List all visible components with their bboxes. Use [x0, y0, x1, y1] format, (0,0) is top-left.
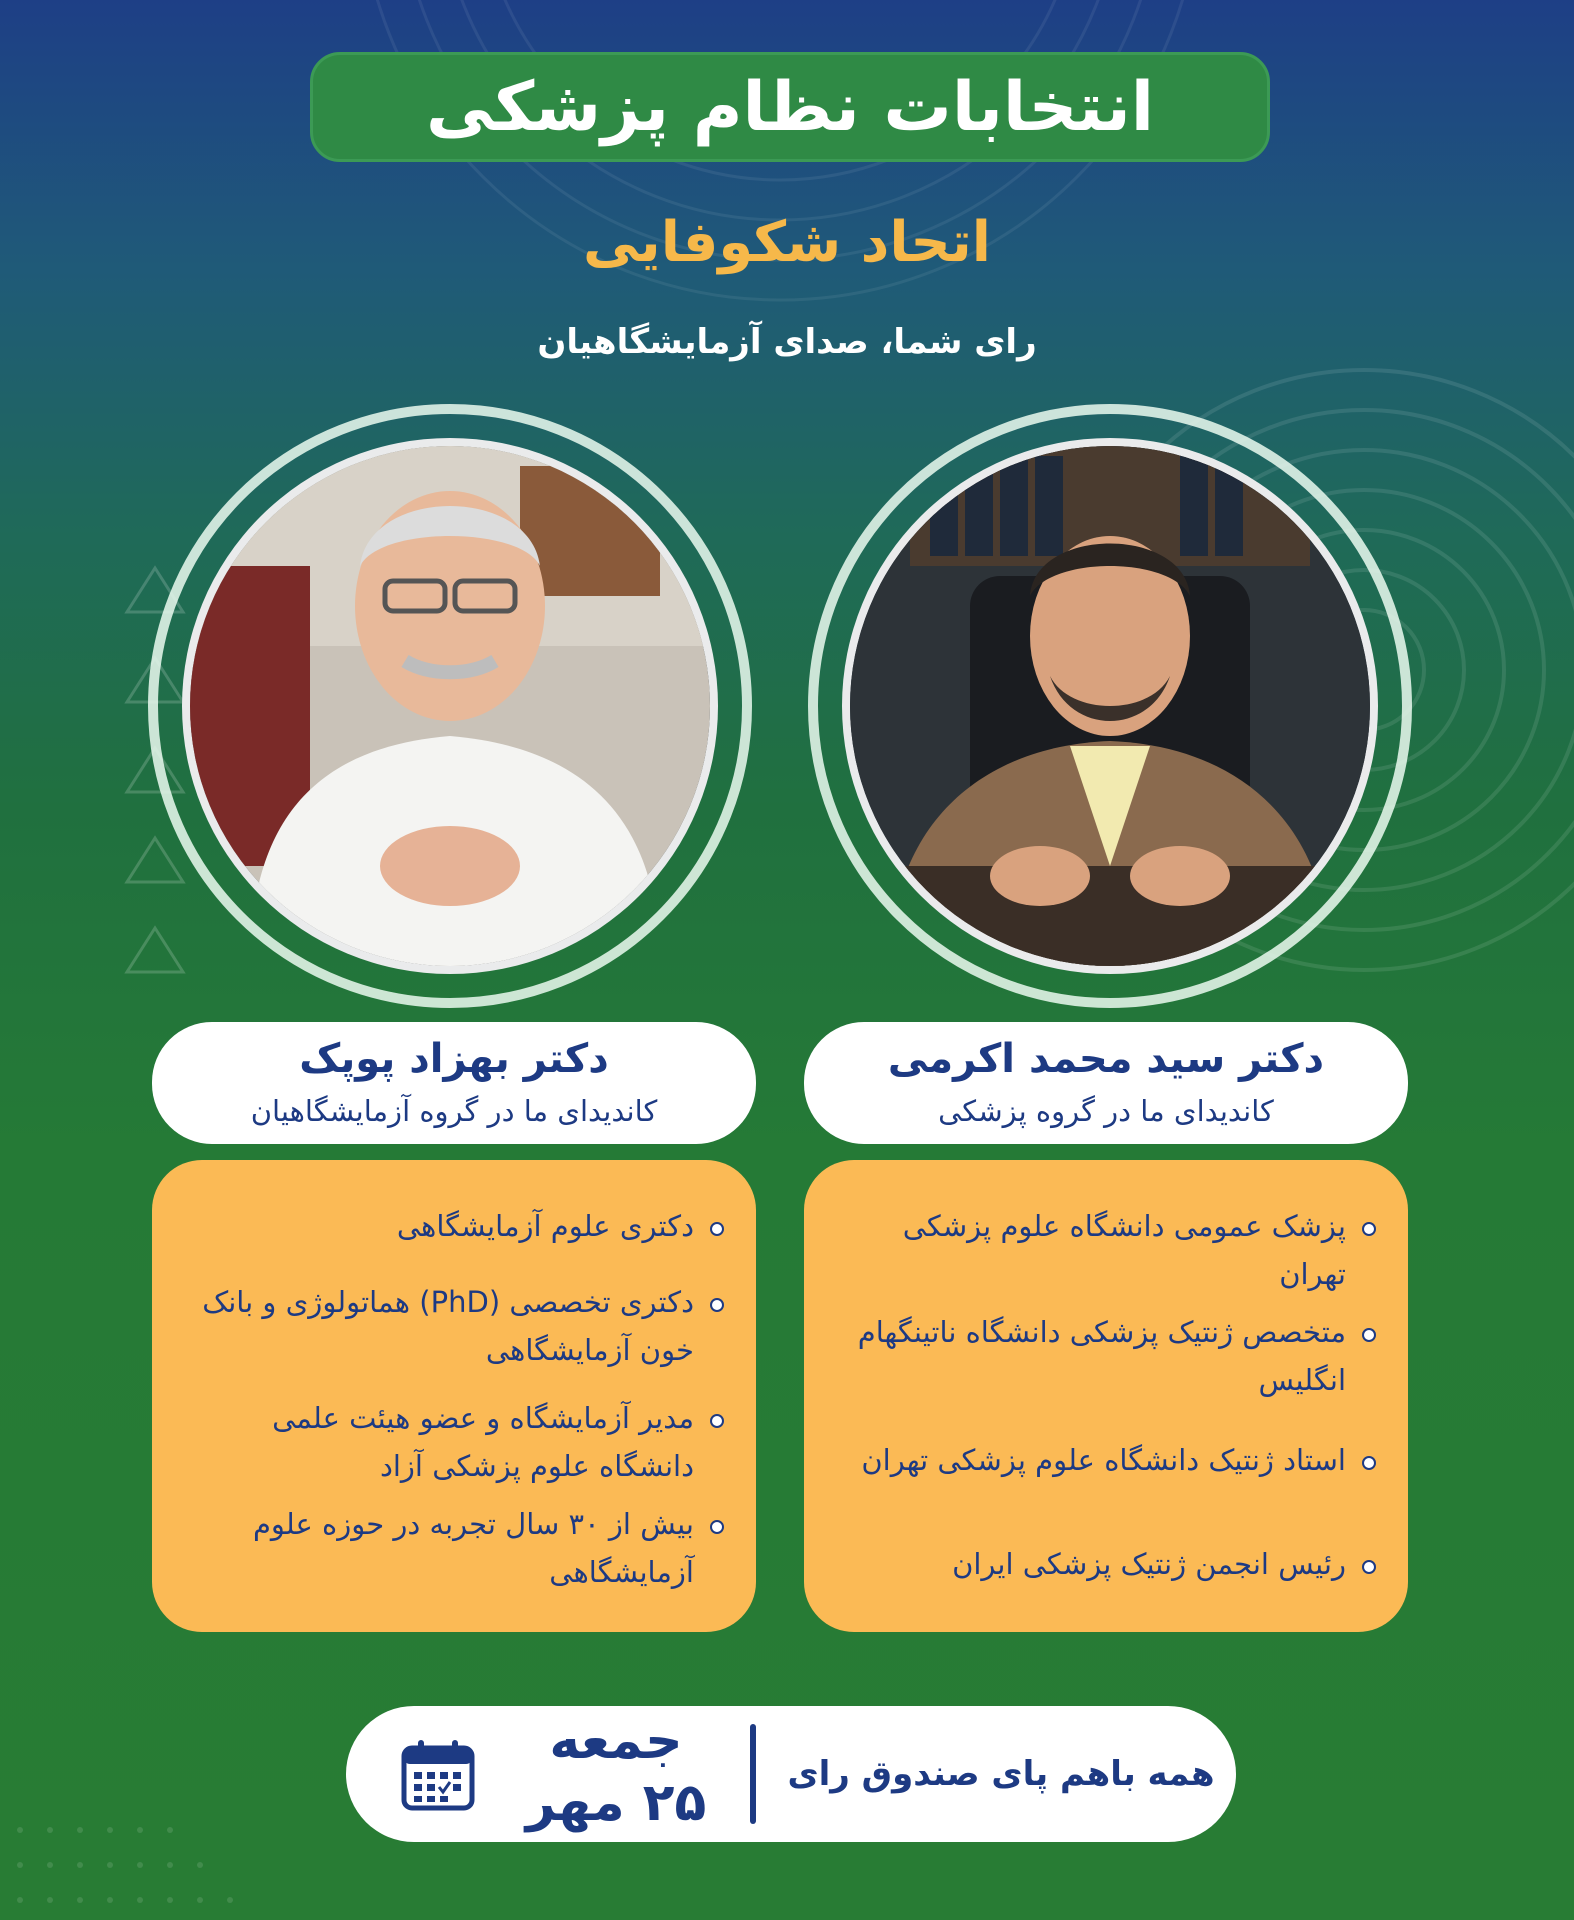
poster-subtitle: اتحاد شکوفایی — [583, 210, 991, 275]
credential-item: دکتری علوم آزمایشگاهی — [192, 1202, 724, 1250]
call-to-vote: همه باهم پای صندوق رای — [787, 1754, 1215, 1794]
candidate-name-card-left — [152, 1022, 756, 1144]
credential-item: استاد ژنتیک دانشگاه علوم پزشکی تهران — [844, 1436, 1376, 1484]
credential-item: متخصص ژنتیک پزشکی دانشگاه ناتینگهام انگلیس — [844, 1308, 1376, 1404]
candidate-role: کاندیدای ما در گروه پزشکی — [938, 1094, 1274, 1128]
doctor-portrait-image — [850, 446, 1370, 966]
credential-item: پزشک عمومی دانشگاه علوم پزشکی تهران — [844, 1202, 1376, 1298]
credential-item: دکتری تخصصی (PhD) هماتولوژی و بانک خون آزمایشگاهی — [192, 1278, 724, 1374]
calendar-icon — [400, 1736, 476, 1812]
voting-date-banner — [346, 1706, 1236, 1842]
election-day: جمعه — [549, 1711, 683, 1771]
candidate-role: کاندیدای ما در گروه آزمایشگاهیان — [250, 1094, 658, 1128]
decorative-dots — [0, 1810, 300, 1920]
credential-item: مدیر آزمایشگاه و عضو هیئت علمی دانشگاه علوم پزشکی آزاد — [192, 1394, 724, 1490]
candidate-name-card-right — [804, 1022, 1408, 1144]
poster-slogan: رای شما، صدای آزمایشگاهیان — [537, 322, 1037, 362]
credential-item: بیش از ۳۰ سال تجربه در حوزه علوم آزمایشگاهی — [192, 1500, 724, 1596]
candidate-name: دکتر بهزاد پوپک — [299, 1036, 609, 1082]
credential-item: رئیس انجمن ژنتیک پزشکی ایران — [844, 1540, 1376, 1588]
candidate-photo-right — [808, 404, 1412, 1008]
poster-title: انتخابات نظام پزشکی — [310, 52, 1270, 162]
decorative-arcs — [180, 0, 1380, 340]
doctor-portrait-image — [190, 446, 710, 966]
candidate-photo-left — [148, 404, 752, 1008]
election-date: ۲۵ مهر — [525, 1773, 707, 1833]
candidate-credentials-left — [152, 1160, 756, 1632]
divider — [750, 1724, 756, 1824]
candidate-credentials-right — [804, 1160, 1408, 1632]
candidate-name: دکتر سید محمد اکرمی — [887, 1036, 1325, 1082]
